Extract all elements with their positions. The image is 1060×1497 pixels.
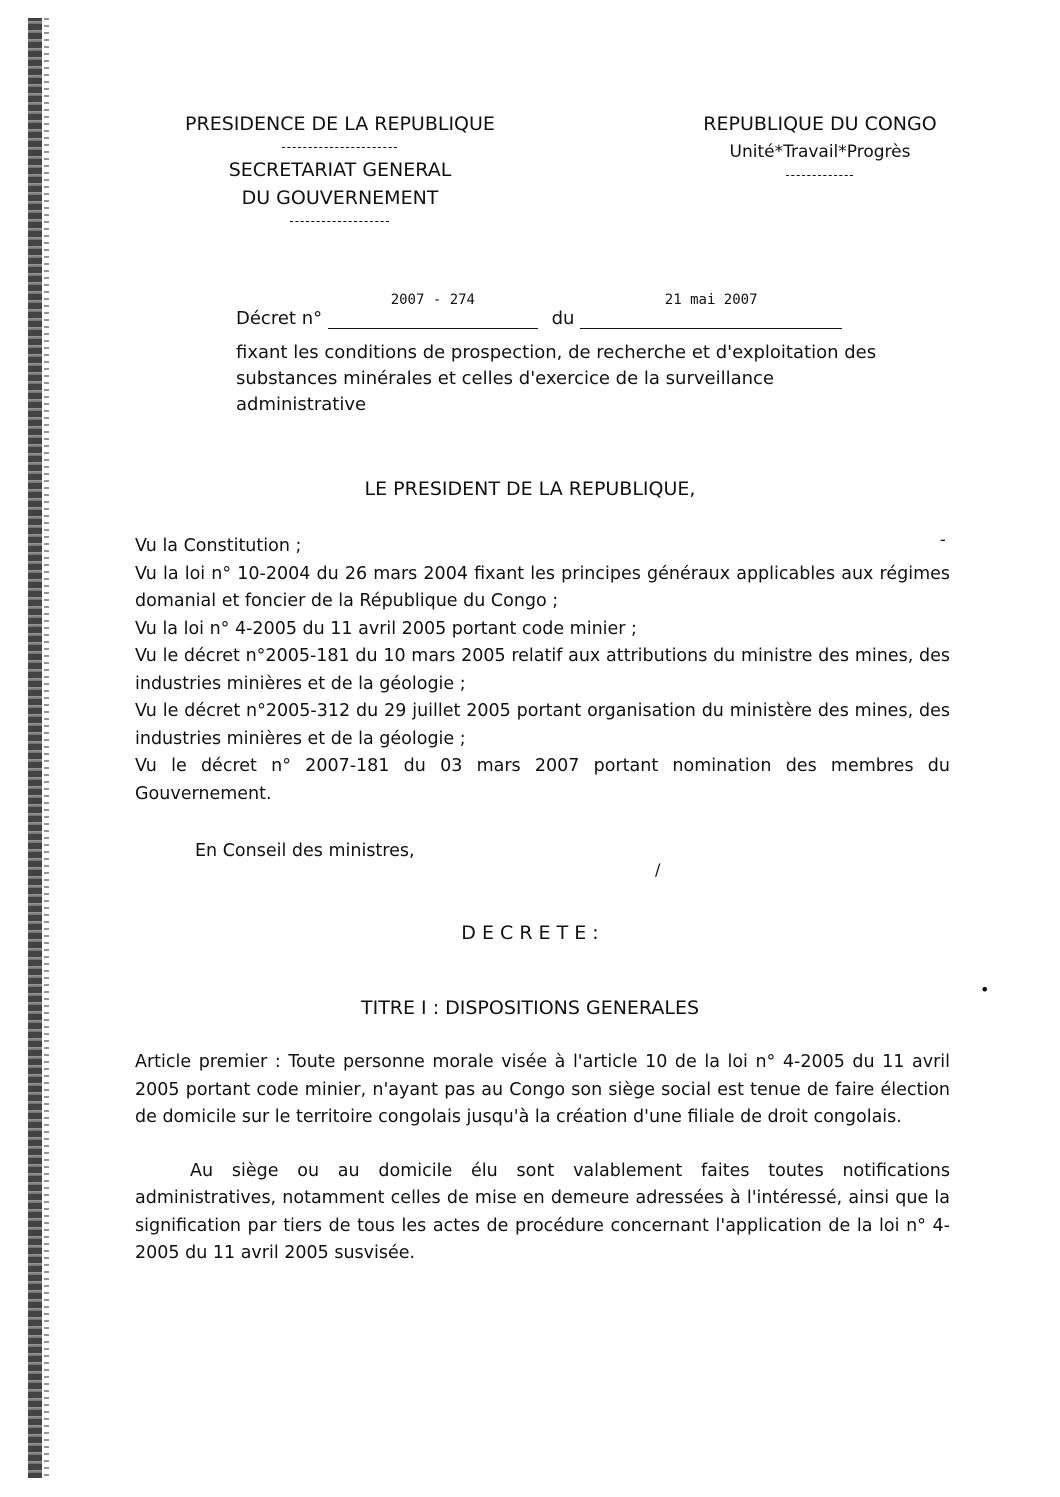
article-paragraph-2: Au siège ou au domicile élu sont valablement faites toutes notifications administratives, notamment celles de mise en demeure adressées à l'intéressé, ainsi que la signification par tiers de tous les actes de procédure concernant l'application de la loi n° 4-2005 du 11 avril 2005 susvisée. xyxy=(135,1160,950,1263)
header-motto: Unité*Travail*Progrès xyxy=(729,142,911,162)
scan-edge-artifact xyxy=(28,18,42,1478)
header-right xyxy=(660,110,980,184)
visa-item: Vu la loi n° 4-2005 du 11 avril 2005 portant code minier ; xyxy=(135,618,637,639)
header-republique: REPUBLIQUE DU CONGO xyxy=(703,113,937,135)
header-left-separator-1: ---------------------- xyxy=(281,140,399,154)
decree-number-line xyxy=(236,292,876,329)
visa-item: Vu la loi n° 10-2004 du 26 mars 2004 fixant les principes généraux applicables aux régimes domanial et foncier de la République du Congo ; xyxy=(135,563,950,611)
scan-edge-artifact-secondary xyxy=(44,18,49,1478)
visa-item: Vu la Constitution ; xyxy=(135,536,302,556)
article-premier xyxy=(135,1049,950,1268)
decree-date: 21 mai 2007 xyxy=(664,292,758,308)
visas-list xyxy=(135,533,950,808)
council-line: En Conseil des ministres, xyxy=(195,841,415,861)
header-presidence: PRESIDENCE DE LA REPUBLIQUE xyxy=(185,113,495,135)
header-secretariat: SECRETARIAT GENERAL xyxy=(228,159,452,181)
article-paragraph-1: Article premier : Toute personne morale visée à l'article 10 de la loi n° 4-2005 du 11 avril 2005 portant code minier, n'ayant pas au Congo son siège social est tenue de faire élection de domicile sur le territoire congolais jusqu'à la création d'une filiale de droit congolais. xyxy=(135,1052,950,1127)
titre-heading: TITRE I : DISPOSITIONS GENERALES xyxy=(360,997,700,1019)
header-left-separator-2: ------------------- xyxy=(289,214,391,228)
decrete-heading: D E C R E T E : xyxy=(461,922,599,944)
decree-title: fixant les conditions de prospection, de recherche et d'exploitation des substances minérales et celles d'exercice de la surveillance administrative xyxy=(236,342,877,415)
header-left xyxy=(150,110,530,230)
decree-prefix: Décret n° xyxy=(236,308,323,329)
decree-number-field xyxy=(328,292,538,329)
decree-number: 2007 - 274 xyxy=(390,292,475,308)
visa-item: Vu le décret n°2005-312 du 29 juillet 2005 portant organisation du ministère des mines, des industries minières et de la géologie ; xyxy=(135,701,950,749)
header-right-separator: ------------- xyxy=(785,168,855,182)
stray-mark: - xyxy=(940,530,946,549)
stray-mark: • xyxy=(980,980,990,999)
stray-mark: / xyxy=(655,860,661,879)
visa-item: Vu le décret n° 2007-181 du 03 mars 2007 portant nomination des membres du Gouvernement. xyxy=(135,756,950,804)
visa-item: Vu le décret n°2005-181 du 10 mars 2005 relatif aux attributions du ministre des mines, des industries minières et de la géologie ; xyxy=(135,646,950,694)
decree-date-field xyxy=(580,292,842,329)
header-gouvernement: DU GOUVERNEMENT xyxy=(241,187,439,209)
decree-du: du xyxy=(551,308,575,329)
president-heading: LE PRESIDENT DE LA REPUBLIQUE, xyxy=(364,478,696,500)
